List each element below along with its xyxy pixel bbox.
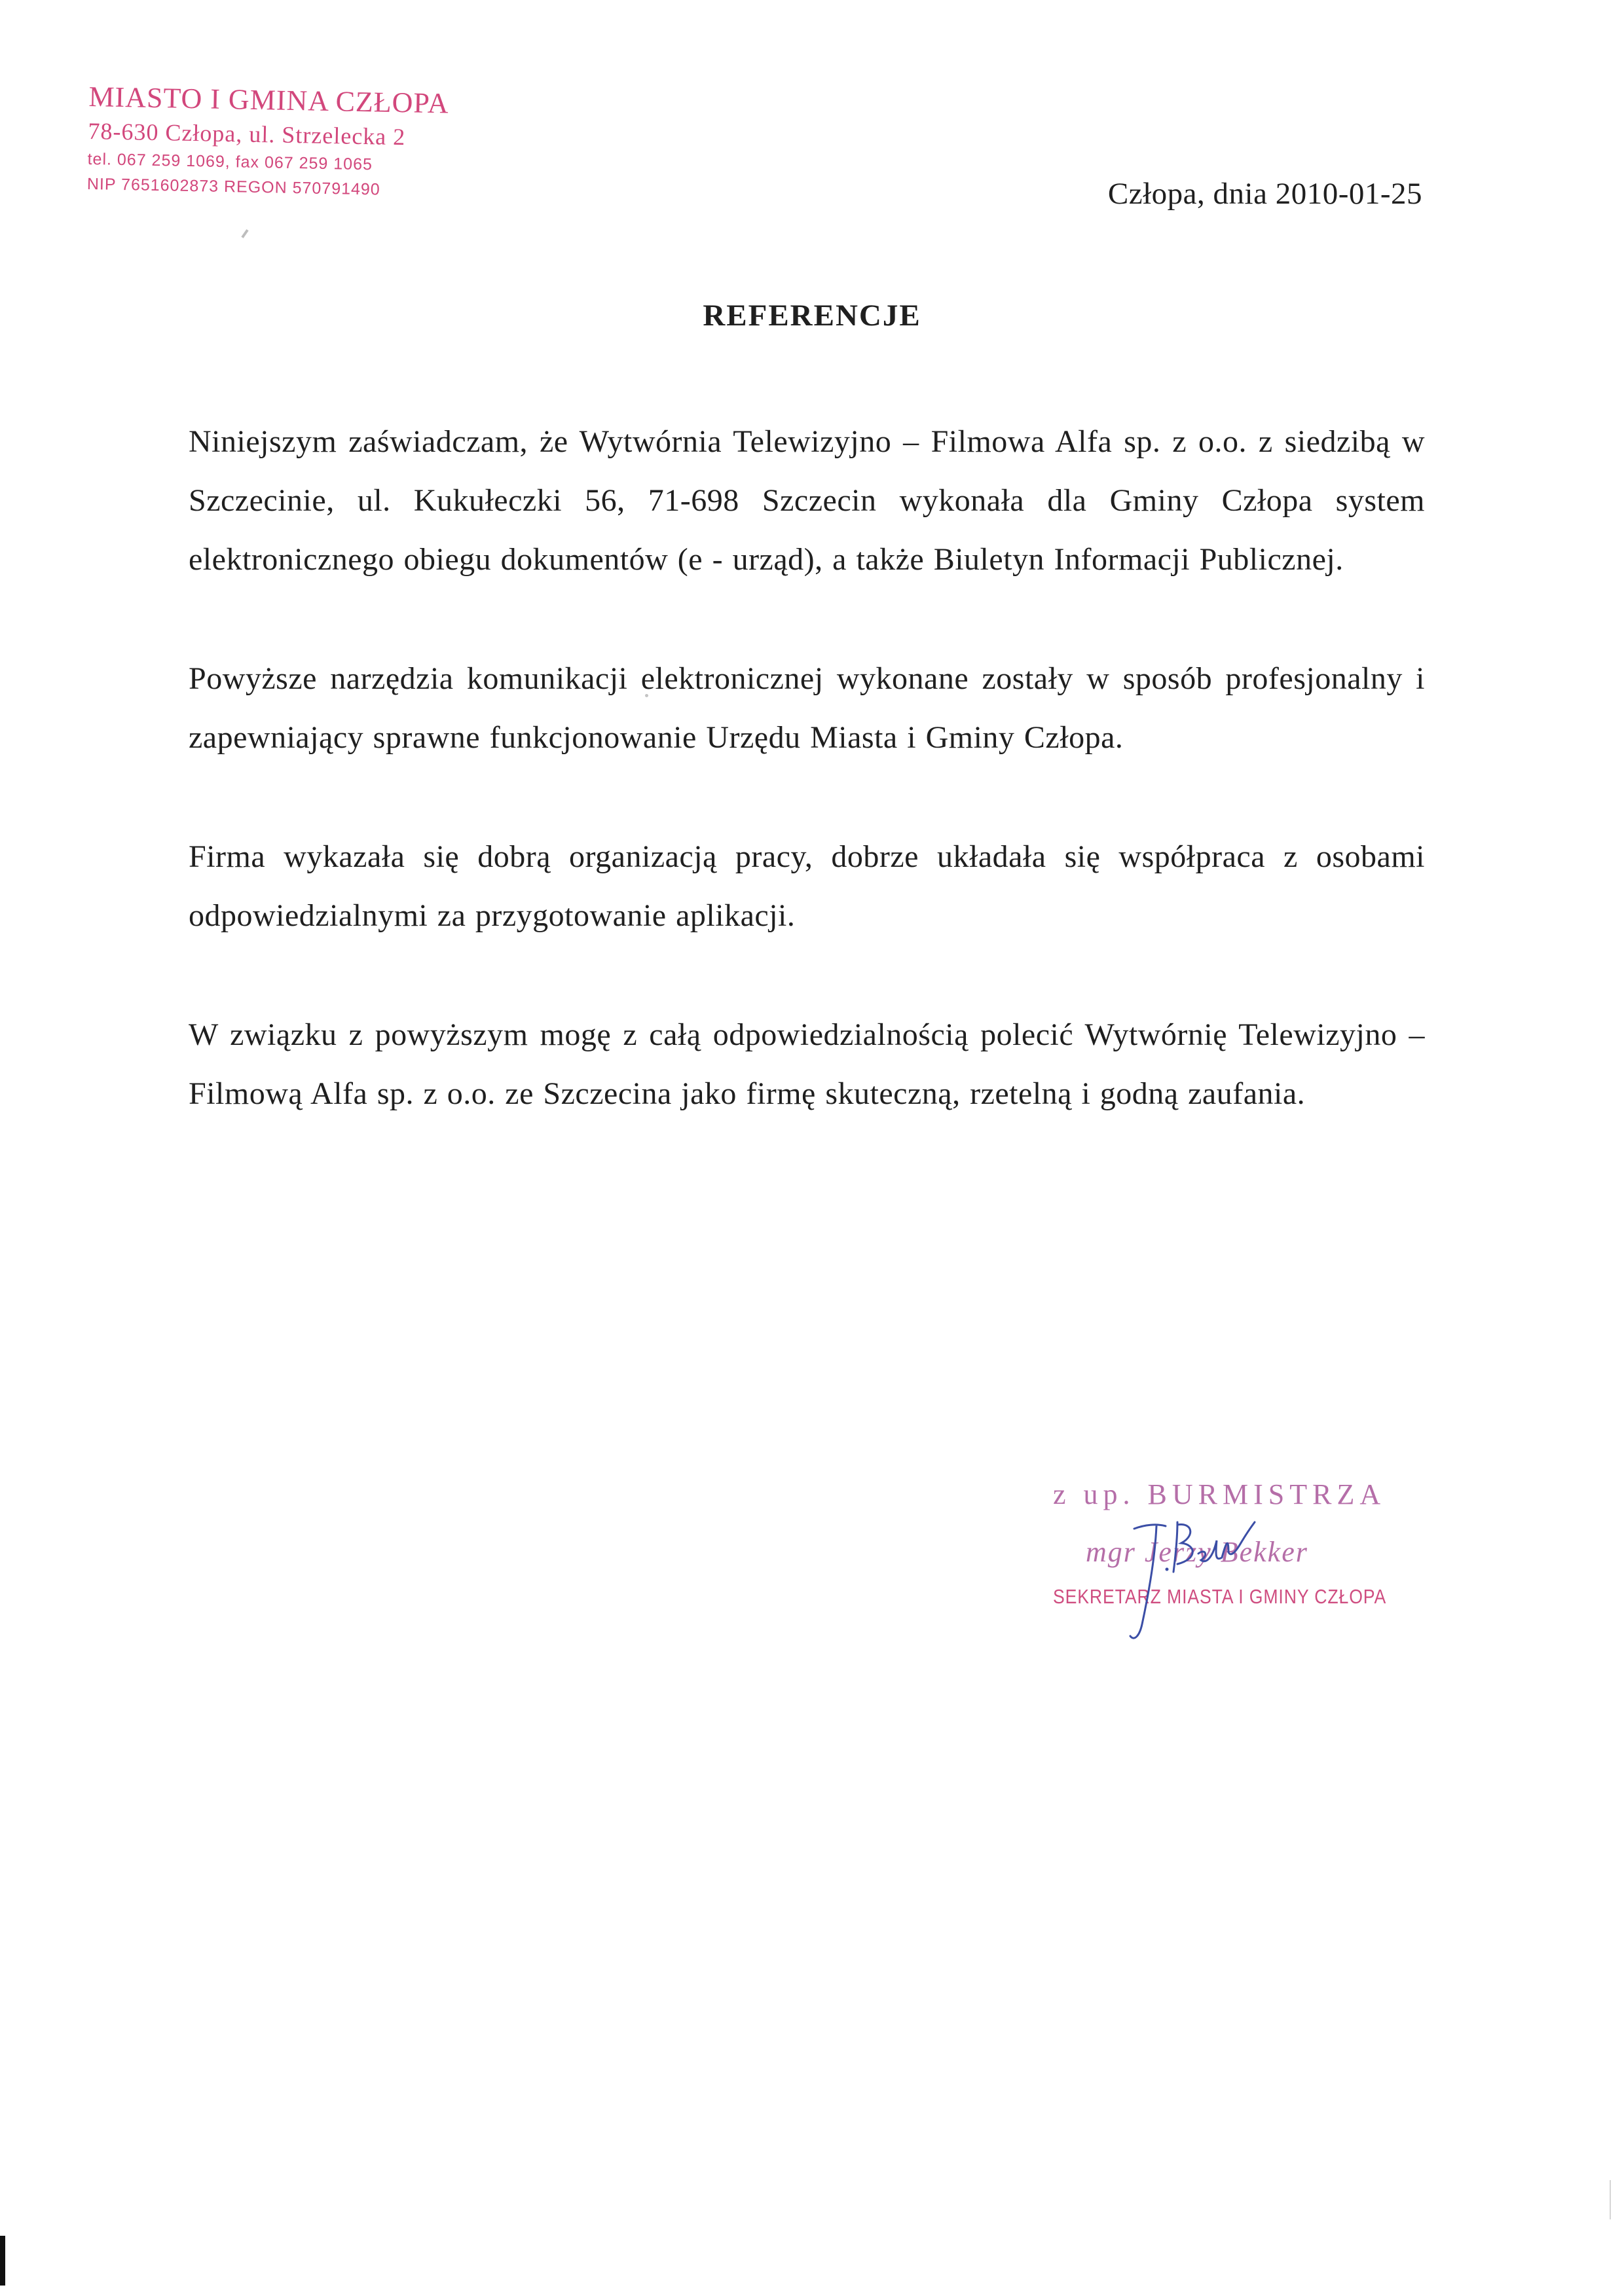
handwritten-signature-icon	[1094, 1496, 1264, 1653]
signature-printed-name: mgr Jerzy Bekker	[1086, 1536, 1308, 1568]
signature-role: SEKRETARZ MIASTA I GMINY CZŁOPA	[1053, 1585, 1387, 1608]
scan-edge-mark	[0, 2236, 5, 2286]
stamp-ids: NIP 7651602873 REGON 570791490	[86, 174, 381, 199]
stamp-address: 78-630 Człopa, ul. Strzelecka 2	[88, 117, 406, 151]
paragraph: W związku z powyższym mogę z całą odpowiedzialnością polecić Wytwórnię Telewizyjno – Filmową Alfa sp. z o.o. ze Szczecina jako firmę skuteczną, rzetelną i godną zaufania.	[189, 1017, 1425, 1111]
date-line: Człopa, dnia 2010-01-25	[1107, 177, 1422, 211]
paragraph: Niniejszym zaświadczam, że Wytwórnia Telewizyjno – Filmowa Alfa sp. z o.o. z siedzibą w Szczecinie, ul. Kukułeczki 56, 71-698 Szczecin wykonała dla Gminy Człopa system elektronicznego obiegu dokumentów (e - urząd), a także Biuletyn Informacji Publicznej.	[189, 424, 1425, 577]
stamp-contact: tel. 067 259 1069, fax 067 259 1065	[87, 149, 373, 174]
scan-edge-line	[1610, 2180, 1611, 2219]
paragraph: Powyższe narzędzia komunikacji elektronicznej wykonane zostały w sposób profesjonalny i zapewniający sprawne funkcjonowanie Urzędu Miasta i Gminy Człopa.	[189, 661, 1425, 755]
scan-speck	[241, 229, 248, 238]
paragraph: Firma wykazała się dobrą organizacją pracy, dobrze układała się współpraca z osobami odpowiedzialnymi za przygotowanie aplikacji.	[189, 839, 1425, 933]
signature-stamp	[1048, 1470, 1454, 1660]
stamp-title: MIASTO I GMINA CZŁOPA	[88, 80, 450, 120]
signature-authority: z up. BURMISTRZA	[1053, 1478, 1386, 1510]
municipality-header-stamp	[87, 79, 456, 204]
document-title: REFERENCJE	[703, 299, 921, 333]
letter-body	[189, 412, 1425, 1184]
